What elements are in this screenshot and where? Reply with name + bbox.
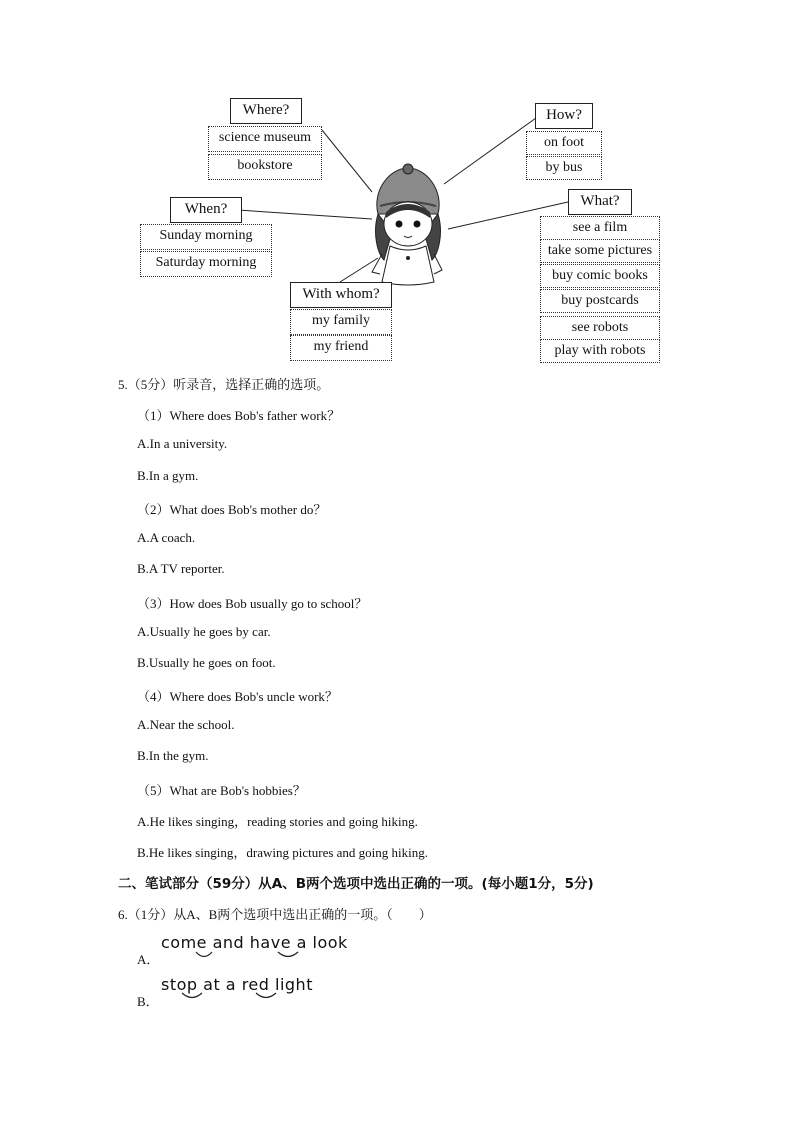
q6-option-a-label: A． [137, 952, 160, 967]
q5-3-question: （3）How does Bob usually go to school？ [137, 596, 368, 611]
how-header: How? [535, 103, 593, 129]
q5-1-question: （1）Where does Bob's father work？ [137, 408, 341, 423]
q5-4-option-b: B.In the gym. [137, 748, 209, 763]
how-item-1: on foot [526, 131, 602, 155]
q6-option-b-liaison-marks [160, 991, 360, 1005]
q5-5-option-a: A.He likes singing，reading stories and going hiking. [137, 814, 418, 829]
with-whom-item-1: my family [290, 309, 392, 335]
q5-1-option-b: B.In a gym. [137, 468, 199, 483]
where-item-1: science museum [208, 126, 322, 152]
what-item-2: take some pictures [540, 239, 660, 263]
q5-2-question: （2）What does Bob's mother do？ [137, 502, 327, 517]
when-item-1: Sunday morning [140, 224, 272, 250]
what-item-5: see robots [540, 316, 660, 340]
q5-5-option-b: B.He likes singing，drawing pictures and going hiking. [137, 845, 429, 860]
q5-3-option-a: A.Usually he goes by car. [137, 624, 271, 639]
q6-heading: 6.（1分）从A、B两个选项中选出正确的一项。（ ） [118, 907, 432, 922]
section-2-heading: 二、笔试部分（59分）从A、B两个选项中选出正确的一项。(每小题1分，5分) [118, 876, 594, 892]
q6-option-b-label: B． [137, 994, 159, 1009]
with-whom-item-2: my friend [290, 335, 392, 361]
how-item-2: by bus [526, 156, 602, 180]
where-header: Where? [230, 98, 302, 124]
girl-illustration [368, 162, 448, 288]
q5-2-option-a: A.A coach. [137, 530, 196, 545]
when-header: When? [170, 197, 242, 223]
when-item-2: Saturday morning [140, 251, 272, 277]
what-item-6: play with robots [540, 339, 660, 363]
with-whom-header: With whom? [290, 282, 392, 308]
q6-option-a-text: come and have a look [161, 933, 348, 952]
q6-option-b-text: stop at a red light [161, 975, 313, 994]
what-item-3: buy comic books [540, 264, 660, 288]
what-item-4: buy postcards [540, 289, 660, 313]
q5-4-option-a: A.Near the school. [137, 717, 235, 732]
what-header: What? [568, 189, 632, 215]
what-item-1: see a film [540, 216, 660, 240]
q5-5-question: （5）What are Bob's hobbies？ [137, 783, 306, 798]
q5-4-question: （4）Where does Bob's uncle work？ [137, 689, 338, 704]
where-item-2: bookstore [208, 154, 322, 180]
q5-heading: 5.（5分）听录音，选择正确的选项。 [118, 377, 330, 392]
q6-option-a-liaison-marks [160, 950, 360, 964]
q5-1-option-a: A.In a university. [137, 436, 228, 451]
q5-3-option-b: B.Usually he goes on foot. [137, 655, 276, 670]
q5-2-option-b: B.A TV reporter. [137, 561, 225, 576]
